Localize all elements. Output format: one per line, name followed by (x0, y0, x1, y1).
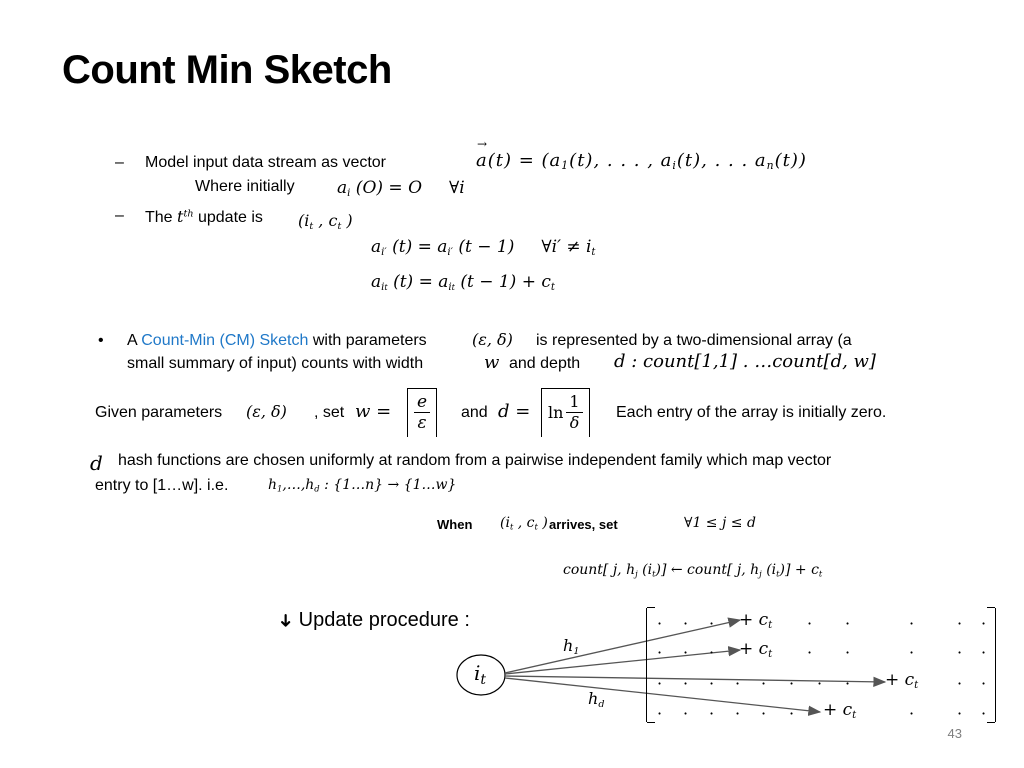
matrix-dot: · (909, 614, 915, 633)
initially-zero-text: Each entry of the array is initially zero. (616, 404, 887, 421)
page-number: 43 (947, 726, 962, 741)
matrix-dot: · (807, 614, 813, 633)
update-pair: ($i_t$ , $c_t$ ) (298, 211, 353, 232)
set-text: , set (314, 404, 345, 421)
dash-marker-2: – (115, 207, 124, 224)
update-procedure-label: Update procedure : (298, 609, 470, 631)
matrix-dot: · (683, 704, 689, 723)
cm-line-1 (127, 332, 427, 350)
w-ceiling (407, 388, 437, 437)
count-array-formula: d : count[1,1] . …count[d, w] (614, 351, 876, 372)
given-params: (ε, δ) (246, 402, 287, 421)
matrix-dot: · (735, 704, 741, 723)
cm-params: (ε, δ) (472, 330, 513, 349)
matrix-dot: · (657, 643, 663, 662)
th-superscript: th (183, 208, 194, 220)
dash-marker-1: – (115, 154, 124, 171)
matrix-dot: · (657, 614, 663, 633)
matrix-dot: · (789, 704, 795, 723)
cm-represented-text: is represented by a two-dimensional array (a (536, 332, 852, 349)
down-arrow-icon: ➜ (276, 612, 297, 629)
matrix-dot: · (683, 614, 689, 633)
matrix-dot: · (709, 674, 715, 693)
where-text: Where initially (195, 178, 295, 195)
hd-label: $h_d$ (588, 689, 605, 710)
h1-label: $h_1$ (563, 636, 580, 657)
initial-formula: $a_i$ (O) = O ∀i (337, 178, 465, 200)
ln-symbol: ln (548, 402, 564, 422)
cm-line-2: small summary of input) counts with width (127, 355, 424, 372)
and-text: and (461, 404, 488, 421)
matrix-dot: · (981, 643, 987, 662)
matrix-dot: · (789, 674, 795, 693)
it-node-label: $i_t$ (474, 661, 487, 689)
w-ceiling-box (407, 388, 437, 437)
t-letter: t (177, 207, 184, 226)
matrix-dot: · (683, 643, 689, 662)
matrix-dot: · (957, 674, 963, 693)
one-over-delta (566, 392, 582, 433)
and-depth-text: and depth (509, 355, 581, 372)
hash-line-1: hash functions are chosen uniformly at random from a pairwise independent family which map vector (118, 452, 832, 469)
matrix-dot: · (957, 614, 963, 633)
count-update-formula: count[ j, $h_j$ $(i_t)$] ← count[ j, $h_j$ $(i_t)] + c_t$ (563, 562, 823, 579)
matrix-dot: · (845, 614, 851, 633)
when-text: When (437, 517, 473, 532)
cm-text-params: with parameters (312, 332, 427, 349)
matrix-dot: · (761, 674, 767, 693)
w-equals: w = (355, 401, 392, 422)
matrix-dot: · (981, 614, 987, 633)
d-ceiling-box (541, 388, 590, 437)
row-3-plus-ct: + $c_t$ (885, 670, 919, 692)
update-rule-2: $a_{it}$ $(t) = a_{it}$ $(t - 1) + c_t$ (371, 272, 555, 294)
matrix-dot: · (807, 643, 813, 662)
matrix-dot: · (657, 704, 663, 723)
forall-j-formula: ∀1 ≤ j ≤ d (684, 515, 756, 531)
update-text-pre: The (145, 209, 173, 226)
matrix-dot: · (981, 704, 987, 723)
width-w: w (484, 352, 500, 373)
matrix-dot: · (709, 643, 715, 662)
one-numerator: 1 (566, 392, 582, 413)
matrix-dot: · (761, 704, 767, 723)
count-matrix (646, 608, 996, 722)
given-text: Given parameters (95, 404, 223, 421)
matrix-row-2 (647, 639, 995, 663)
e-numerator: e (414, 392, 430, 413)
matrix-row-4 (647, 700, 995, 724)
matrix-dot: · (683, 674, 689, 693)
t-variable (177, 207, 193, 226)
d-ceiling (541, 388, 590, 437)
hash-mapping-formula: $h_1,\dots,h_d$ : {1…n} → {1…w} (268, 477, 457, 494)
matrix-dot: · (709, 614, 715, 633)
matrix-dot: · (845, 643, 851, 662)
vector-text: Model input data stream as vector (145, 154, 387, 171)
matrix-dot: · (957, 643, 963, 662)
epsilon-denominator: ε (417, 412, 427, 433)
matrix-row-1 (647, 610, 995, 634)
matrix-dot: · (957, 704, 963, 723)
when-pair: ($i_t$ , $c_t$ ) (500, 515, 548, 532)
row-1-plus-ct: + $c_t$ (739, 610, 773, 632)
cm-bullet: • (98, 332, 104, 349)
matrix-dot: · (909, 643, 915, 662)
row-2-plus-ct: + $c_t$ (739, 639, 773, 661)
matrix-dot: · (735, 674, 741, 693)
e-over-epsilon (414, 392, 430, 433)
matrix-dot: · (657, 674, 663, 693)
matrix-dot: · (817, 674, 823, 693)
update-rule-1: $a_{i'}$ $(t) = a_{i'}$ (t − 1) ∀i′ ≠ $i_t$ (371, 237, 596, 259)
d-equals: d = (498, 401, 531, 422)
matrix-dot: · (845, 674, 851, 693)
hash-d: d (90, 451, 103, 475)
row-4-plus-ct: + $c_t$ (823, 700, 857, 722)
matrix-dot: · (709, 704, 715, 723)
cm-sketch-link[interactable]: Count-Min (CM) Sketch (141, 332, 309, 349)
slide-title: Count Min Sketch (62, 48, 392, 92)
cm-text-a: A (127, 332, 137, 349)
matrix-dot: · (981, 674, 987, 693)
delta-denominator: δ (569, 412, 580, 432)
update-text-post: update is (197, 209, 263, 226)
hash-line-2: entry to [1…w]. i.e. (95, 477, 229, 494)
update-text (145, 207, 263, 227)
vector-formula: a → $(t) = (a_1(t)$, . . . , $a_i(t)$, . . . $a_n(t)$) (476, 137, 807, 173)
arrives-text: arrives, set (549, 517, 618, 532)
matrix-dot: · (909, 704, 915, 723)
matrix-row-3 (647, 670, 995, 694)
